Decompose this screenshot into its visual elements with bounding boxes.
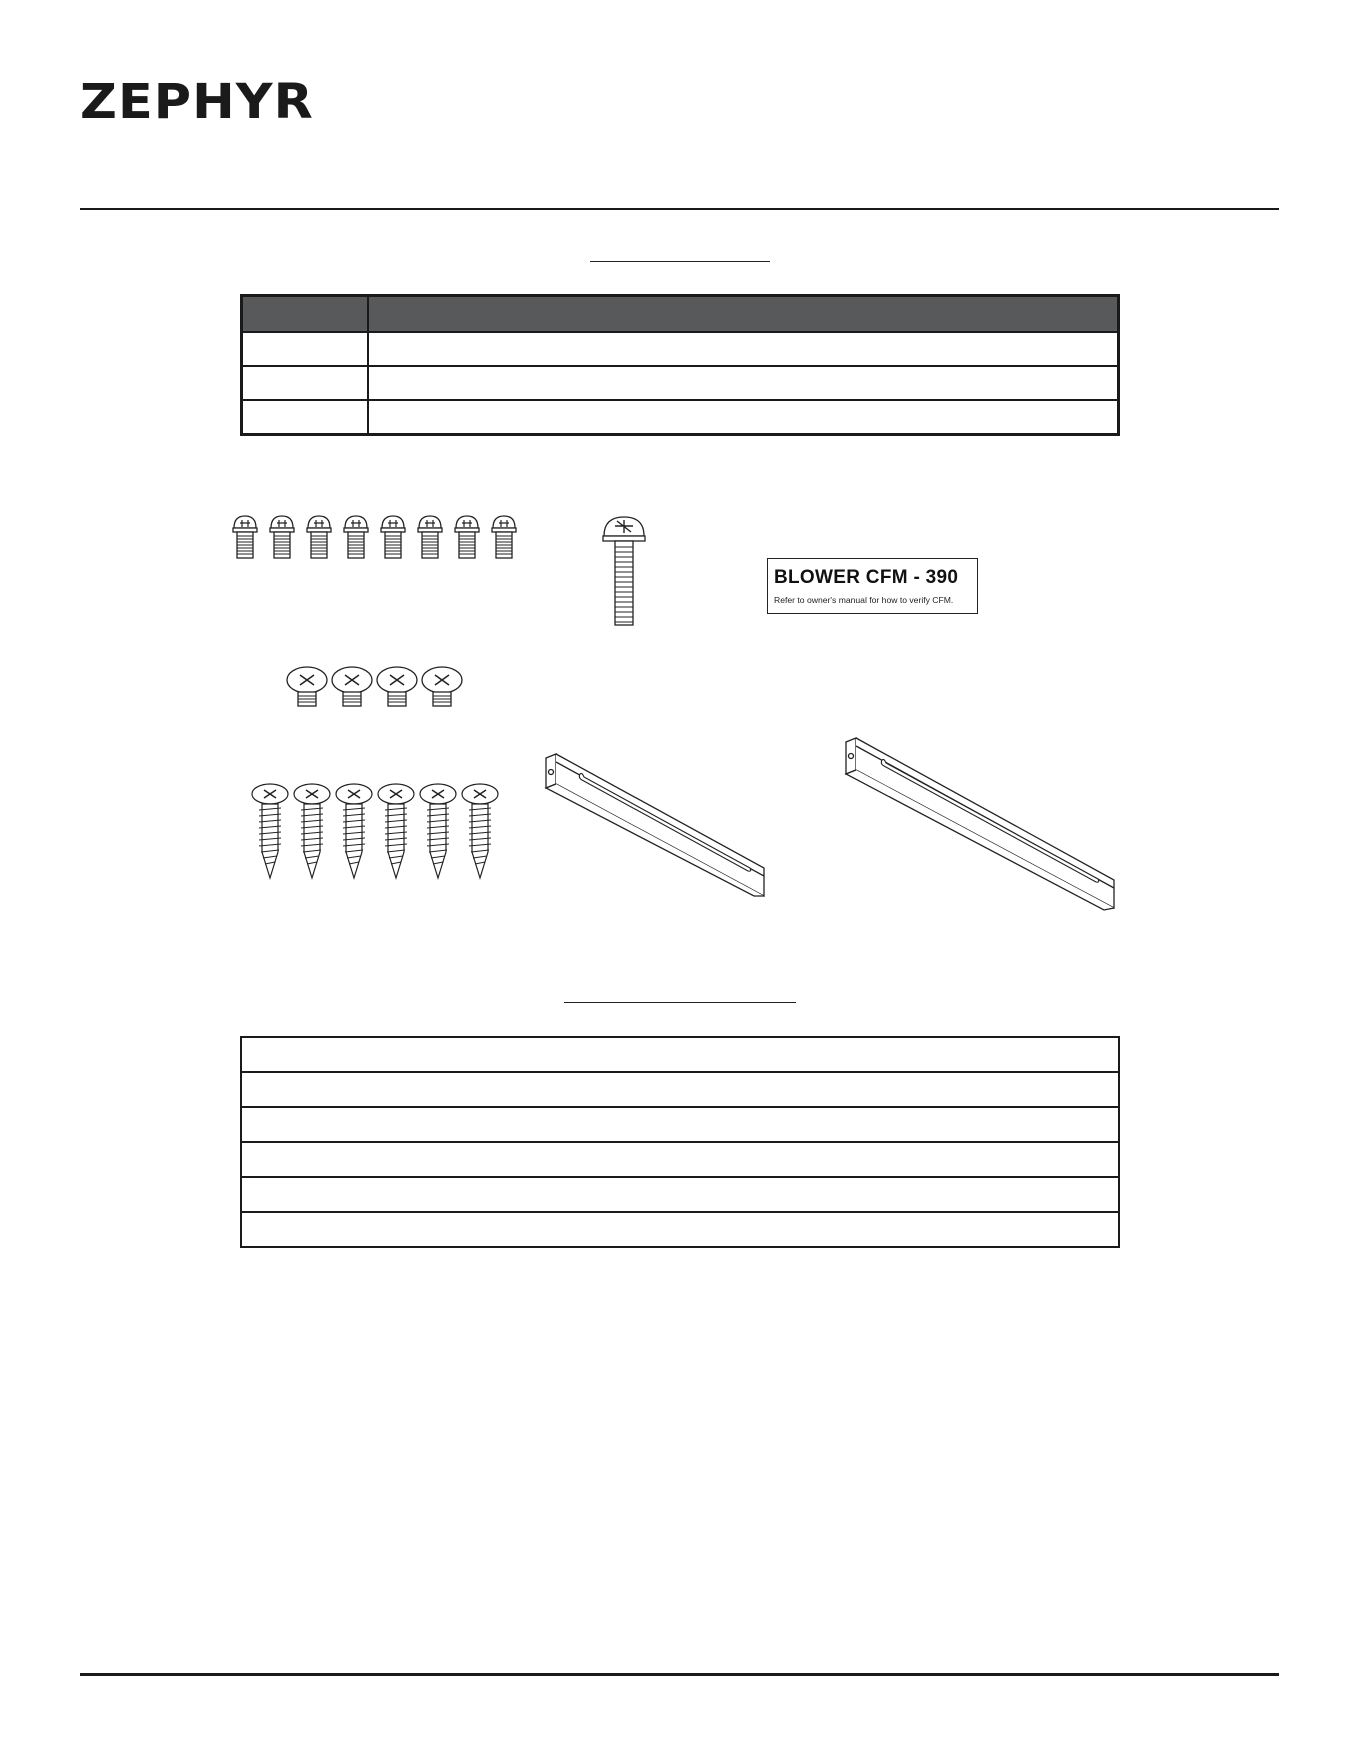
parts-table-title-underline — [590, 261, 770, 262]
pan-head-screws-illustration — [284, 666, 474, 710]
table-row — [241, 1072, 1119, 1107]
header-divider — [80, 208, 1279, 210]
short-bracket-illustration — [540, 750, 770, 898]
long-bolt-illustration — [600, 514, 650, 630]
blower-cfm-label-subtitle: Refer to owner's manual for how to verify CFM. — [774, 595, 954, 605]
blower-cfm-label — [767, 558, 978, 614]
zephyr-logo: ZEPHYR — [80, 74, 314, 130]
footer-divider — [80, 1673, 1279, 1676]
parts-list-table — [240, 1036, 1120, 1248]
table-row — [241, 1142, 1119, 1177]
table-row — [242, 400, 1119, 435]
wood-screws-illustration — [250, 782, 510, 882]
blower-cfm-label-title: BLOWER CFM - 390 — [774, 567, 959, 588]
parts-supplied-table — [240, 294, 1120, 436]
table-row — [242, 332, 1119, 366]
table-row — [241, 1037, 1119, 1072]
table-row — [241, 1107, 1119, 1142]
second-table-title-underline — [564, 1002, 796, 1003]
long-bracket-illustration — [840, 734, 1120, 912]
table-row — [242, 366, 1119, 400]
table-row — [241, 1177, 1119, 1212]
table-header-row — [242, 296, 1119, 333]
machine-screws-illustration — [228, 514, 528, 570]
table-row — [241, 1212, 1119, 1247]
